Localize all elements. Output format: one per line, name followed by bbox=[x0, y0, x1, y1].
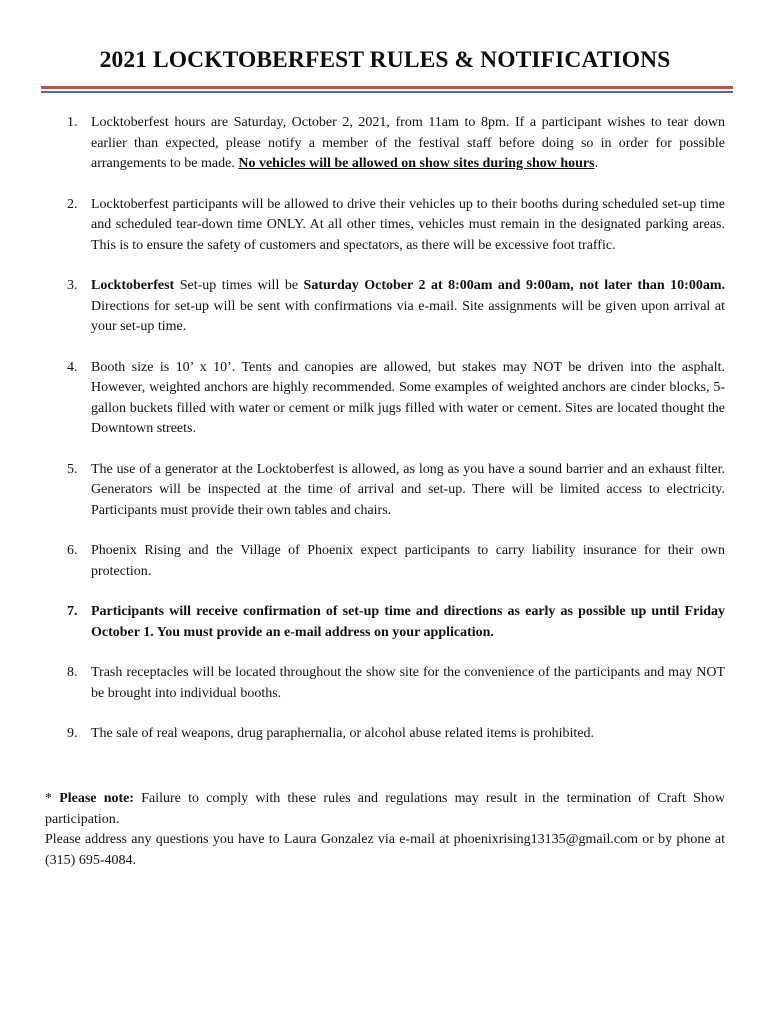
rule-number: 6. bbox=[67, 543, 78, 558]
rule-item-2 bbox=[0, 195, 770, 257]
rule-text: Phoenix Rising and the Village of Phoenix expect participants to carry liability insurance for their own protection. bbox=[91, 543, 725, 579]
rule-item-5 bbox=[0, 460, 770, 522]
rule-item-3 bbox=[0, 276, 770, 338]
rule-number: 5. bbox=[67, 461, 78, 477]
rule-text: Set-up times will be bbox=[174, 278, 304, 293]
note-asterisk: * bbox=[45, 791, 60, 806]
rule-lead-bold: Locktoberfest bbox=[91, 278, 175, 293]
rule-item-6 bbox=[0, 541, 770, 582]
rule-item-1 bbox=[0, 113, 770, 175]
note-section bbox=[45, 789, 725, 871]
rule-end: . bbox=[594, 156, 599, 171]
rule-text: Trash receptacles will be located throughout the show site for the convenience of the participants and may NOT be brought into individual booths. bbox=[91, 665, 725, 701]
rule-text: The sale of real weapons, drug paraphernalia, or alcohol abuse related items is prohibited. bbox=[91, 726, 595, 741]
rule-number: 8. bbox=[67, 665, 78, 680]
rule-item-9 bbox=[0, 724, 770, 745]
rule-item-4 bbox=[0, 358, 770, 440]
contact-paragraph: Please address any questions you have to Laura Gonzalez via e-mail at phoenixrising13135@gmail.com or by phone at (315) 695-4084. bbox=[45, 832, 725, 868]
rule-item-7 bbox=[0, 602, 770, 643]
rule-number: 2. bbox=[67, 196, 78, 212]
note-paragraph bbox=[45, 789, 725, 830]
rule-text: The use of a generator at the Locktoberfest is allowed, as long as you have a sound barrier and an exhaust filter. Generators will be inspected at the time of arrival and set-up. There will be limited access to electricity. Participants must provide their own tables and chairs. bbox=[91, 461, 725, 518]
title-divider-blue bbox=[41, 91, 733, 93]
rule-text: Booth size is 10’ x 10’. Tents and canopies are allowed, but stakes may NOT be driven into the asphalt. However, weighted anchors are highly recommended. Some examples of weighted anchors are cinder blocks, 5-gallon buckets filled with water or cement or milk jugs filled with water or cement. Sites are located thought the Downtown streets. bbox=[91, 359, 725, 436]
note-label: Please note: bbox=[59, 791, 135, 806]
rule-number: 7. bbox=[67, 604, 78, 619]
rule-text: Locktoberfest participants will be allowed to drive their vehicles up to their booths during scheduled set-up time and scheduled tear-down time ONLY. At all other times, vehicles must remain in the designated parking areas. This is to ensure the safety of customers and spectators, as there will be excessive foot traffic. bbox=[91, 196, 725, 253]
rule-number: 9. bbox=[67, 726, 78, 741]
rule-number: 4. bbox=[67, 359, 78, 375]
rule-text: Participants will receive confirmation of set-up time and directions as early as possible up until Friday October 1. You must provide an e-mail address on your application. bbox=[91, 604, 725, 640]
rule-number: 1. bbox=[67, 115, 78, 130]
page-title: 2021 LOCKTOBERFEST RULES & NOTIFICATIONS bbox=[99, 47, 671, 73]
rule-emphasis: No vehicles will be allowed on show sites during show hours bbox=[238, 156, 595, 171]
rule-number: 3. bbox=[67, 278, 78, 293]
rule-setup-times: Saturday October 2 at 8:00am and 9:00am, not later than 10:00am. bbox=[303, 278, 725, 293]
rule-text-rest: Directions for set-up will be sent with confirmations via e-mail. Site assignments will be given upon arrival at your set-up time. bbox=[91, 298, 725, 334]
note-text: Failure to comply with these rules and regulations may result in the termination of Craft Show participation. bbox=[45, 791, 726, 827]
rule-item-8 bbox=[0, 663, 770, 704]
rules-list bbox=[0, 113, 770, 765]
rule-text: Locktoberfest hours are Saturday, October 2, 2021, from 11am to 8pm. If a participant wishes to tear down earlier than expected, please notify a member of the festival staff before doing so in order for possible arrangements to be made. bbox=[91, 115, 725, 171]
title-divider-red bbox=[41, 86, 733, 89]
